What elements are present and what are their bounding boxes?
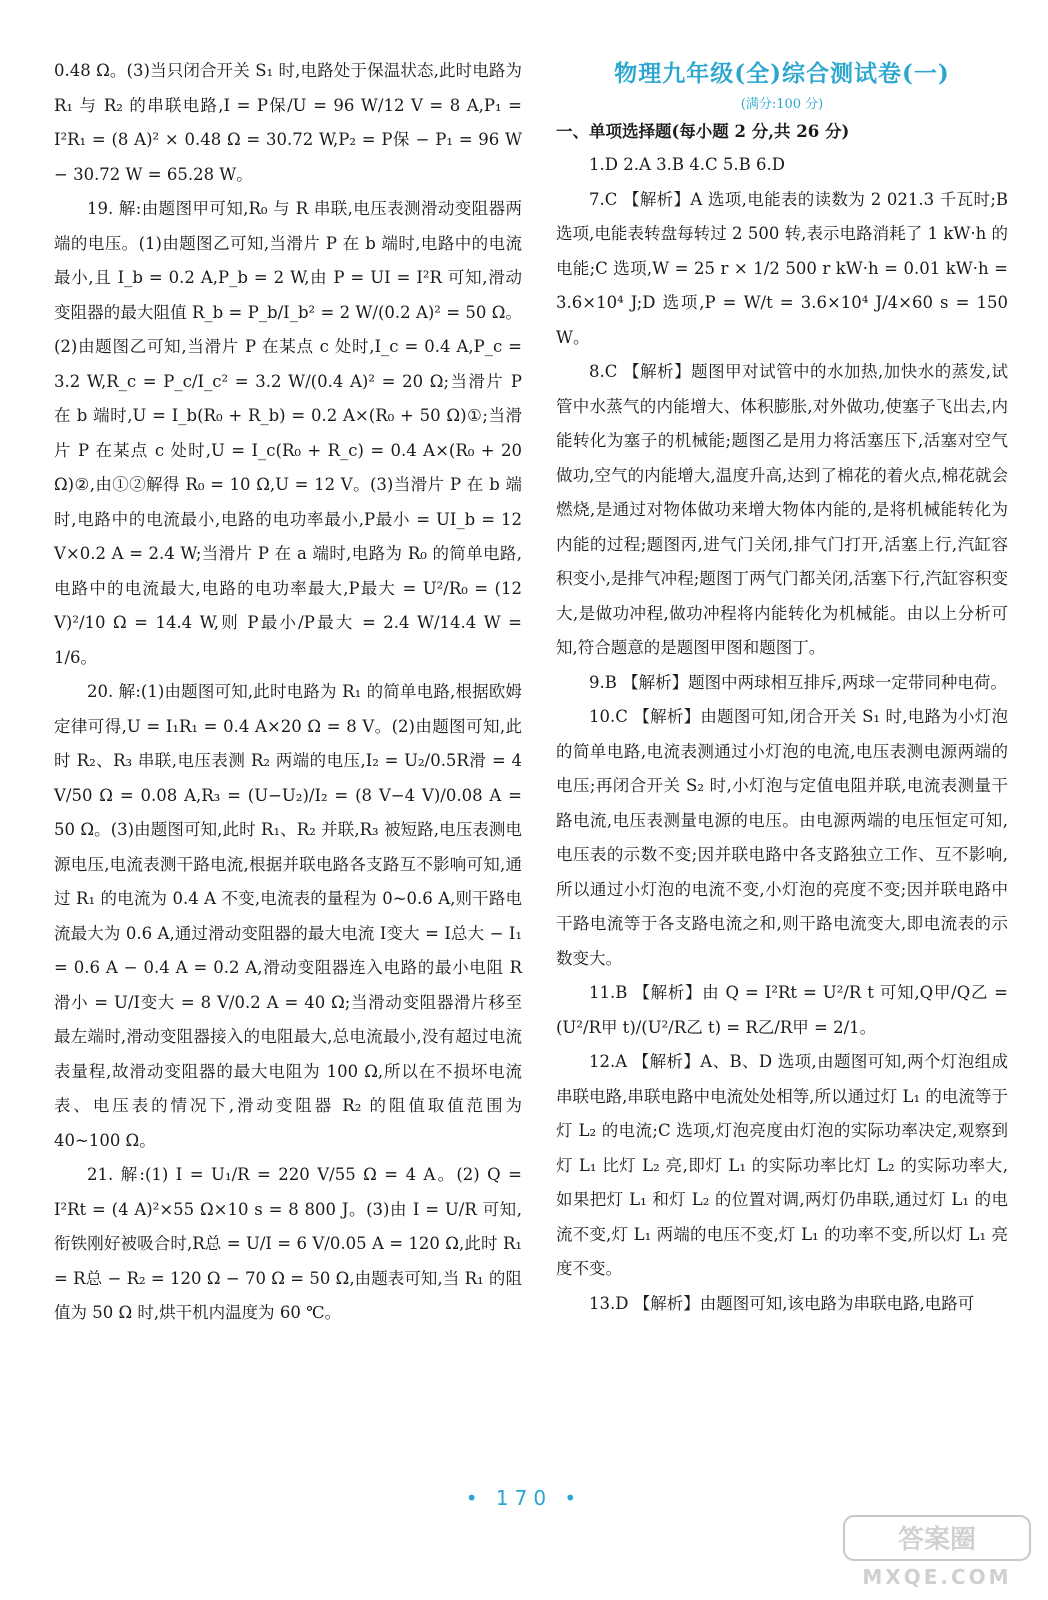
answer-paragraph-9: 9.B 【解析】题图中两球相互排斥,两球一定带同种电荷。 <box>589 672 1007 692</box>
answer-paragraph-12: 12.A 【解析】A、B、D 选项,由题图可知,两个灯泡组成串联电路,串联电路中电流处处相等,所以通过灯 L₁ 的电流等于灯 L₂ 的电流;C 选项,灯泡亮度由灯泡的实际功率决定,观察到灯 L₁ 比灯 L₂ 亮,即灯 L₁ 的实际功率比灯 L₂ 的实际功率大,如果把灯 L₁ 和灯 L₂ 的位置对调,两灯仍串联,通过灯 L₁ 的电流不变,灯 L₁ 两端的电压不变,灯 L₁ 的功率不变,所以灯 L₁ 亮度不变。 <box>556 1052 1008 1278</box>
svg-text:答案圈: 答案圈 <box>897 1525 977 1555</box>
svg-text:MXQE.COM: MXQE.COM <box>862 1565 1012 1589</box>
left-column <box>54 54 522 1331</box>
exam-subtitle: (满分:100 分) <box>740 97 824 112</box>
answer-paragraph-13: 13.D 【解析】由题图可知,该电路为串联电路,电路可 <box>589 1293 975 1313</box>
answer-paragraph-11: 11.B 【解析】由 Q = I²Rt = U²/R t 可知,Q甲/Q乙 = (U²/R甲 t)/(U²/R乙 t) = R乙/R甲 = 2/1。 <box>556 983 1008 1037</box>
watermark-logo <box>842 1510 1032 1592</box>
exam-title: 物理九年级(全)综合测试卷(一) <box>614 60 950 87</box>
answer-paragraph-19: 19. 解:由题图甲可知,R₀ 与 R 串联,电压表测滑动变阻器两端的电压。(1)由题图乙可知,当滑片 P 在 b 端时,电路中的电流最小,且 I_b = 0.2 A,P_b = 2 W,由 P = UI = I²R 可知,滑动变阻器的最大阻值 R_b = P_b/I_b² = 2 W/(0.2 A)² = 50 Ω。(2)由题图乙可知,当滑片 P 在某点 c 处时,I_c = 0.4 A,P_c = 3.2 W,R_c = P_c/I_c² = 3.2 W/(0.4 A)² = 20 Ω;当滑片 P 在 b 端时,U = I_b(R₀ + R_b) = 0.2 A×(R₀ + 50 Ω)①;当滑片 P 在某点 c 处时,U = I_c(R₀ + R_c) = 0.4 A×(R₀ + 20 Ω)②,由①②解得 R₀ = 10 Ω,U = 12 V。(3)当滑片 P 在 b 端时,电路中的电流最小,电路的电功率最小,P最小 = UI_b = 12 V×0.2 A = 2.4 W;当滑片 P 在 a 端时,电路为 R₀ 的简单电路,电路中的电流最大,电路的电功率最大,P最大 = U²/R₀ = (12 V)²/10 Ω = 14.4 W,则 P最小/P最大 = 2.4 W/14.4 W = 1/6。 <box>54 199 522 667</box>
answer-paragraph-18-cont: 0.48 Ω。(3)当只闭合开关 S₁ 时,电路处于保温状态,此时电路为 R₁ 与 R₂ 的串联电路,I = P保/U = 96 W/12 V = 8 A,P₁ = I²R₁ = (8 A)² × 0.48 Ω = 30.72 W,P₂ = P保 − P₁ = 96 W − 30.72 W = 65.28 W。 <box>54 61 522 184</box>
answer-paragraph-20: 20. 解:(1)由题图可知,此时电路为 R₁ 的简单电路,根据欧姆定律可得,U = I₁R₁ = 0.4 A×20 Ω = 8 V。(2)由题图可知,此时 R₂、R₃ 串联,电压表测 R₂ 两端的电压,I₂ = U₂/0.5R滑 = 4 V/50 Ω = 0.08 A,R₃ = (U−U₂)/I₂ = (8 V−4 V)/0.08 A = 50 Ω。(3)由题图可知,此时 R₁、R₂ 并联,R₃ 被短路,电压表测电源电压,电流表测干路电流,根据并联电路各支路互不影响可知,通过 R₁ 的电流为 0.4 A 不变,电流表的量程为 0~0.6 A,则干路电流最大为 0.6 A,通过滑动变阻器的最大电流 I变大 = I总大 − I₁ = 0.6 A − 0.4 A = 0.2 A,滑动变阻器连入电路的最小电阻 R滑小 = U/I变大 = 8 V/0.2 A = 40 Ω;当滑动变阻器滑片移至最左端时,滑动变阻器接入的电阻最大,总电流最小,没有超过电流表量程,故滑动变阻器的最大电阻为 100 Ω,所以在不损坏电流表、电压表的情况下,滑动变阻器 R₂ 的阻值取值范围为 40~100 Ω。 <box>54 682 522 1150</box>
answer-paragraph-7: 7.C 【解析】A 选项,电能表的读数为 2 021.3 千瓦时;B 选项,电能表转盘每转过 2 500 转,表示电路消耗了 1 kW·h 的电能;C 选项,W = 25 r × 1/2 500 r kW·h = 0.01 kW·h = 3.6×10⁴ J;D 选项,P = W/t = 3.6×10⁴ J/4×60 s = 150 W。 <box>556 189 1008 347</box>
answers-1-6: 1.D 2.A 3.B 4.C 5.B 6.D <box>589 155 785 174</box>
right-column <box>556 54 1008 1321</box>
section-heading: 一、单项选择题(每小题 2 分,共 26 分) <box>556 122 850 141</box>
answer-paragraph-21: 21. 解:(1) I = U₁/R = 220 V/55 Ω = 4 A。(2) Q = I²Rt = (4 A)²×55 Ω×10 s = 8 800 J。(3)由 I = U/R 可知,衔铁刚好被吸合时,R总 = U/I = 6 V/0.05 A = 120 Ω,此时 R₁ = R总 − R₂ = 120 Ω − 70 Ω = 50 Ω,由题表可知,当 R₁ 的阻值为 50 Ω 时,烘干机内温度为 60 ℃。 <box>54 1165 522 1322</box>
page-number: • 170 • <box>465 1486 583 1510</box>
answer-paragraph-10: 10.C 【解析】由题图可知,闭合开关 S₁ 时,电路为小灯泡的简单电路,电流表测通过小灯泡的电流,电压表测电源两端的电压;再闭合开关 S₂ 时,小灯泡与定值电阻并联,电流表测量干路电流,电压表测量电源的电压。由电源两端的电压恒定可知,电压表的示数不变;因并联电路中各支路独立工作、互不影响,所以通过小灯泡的电流不变,小灯泡的亮度不变;因并联电路中干路电流等于各支路电流之和,则干路电流变大,即电流表的示数变大。 <box>556 707 1008 968</box>
answer-paragraph-8: 8.C 【解析】题图甲对试管中的水加热,加快水的蒸发,试管中水蒸气的内能增大、体积膨胀,对外做功,使塞子飞出去,内能转化为塞子的机械能;题图乙是用力将活塞压下,活塞对空气做功,空气的内能增大,温度升高,达到了棉花的着火点,棉花就会燃烧,是通过对物体做功来增大物体内能的,是将机械能转化为内能的过程;题图丙,进气门关闭,排气门打开,活塞上行,汽缸容积变小,是排气冲程;题图丁两气门都关闭,活塞下行,汽缸容积变大,是做功冲程,做功冲程将内能转化为机械能。由以上分析可知,符合题意的是题图甲图和题图丁。 <box>556 362 1008 657</box>
